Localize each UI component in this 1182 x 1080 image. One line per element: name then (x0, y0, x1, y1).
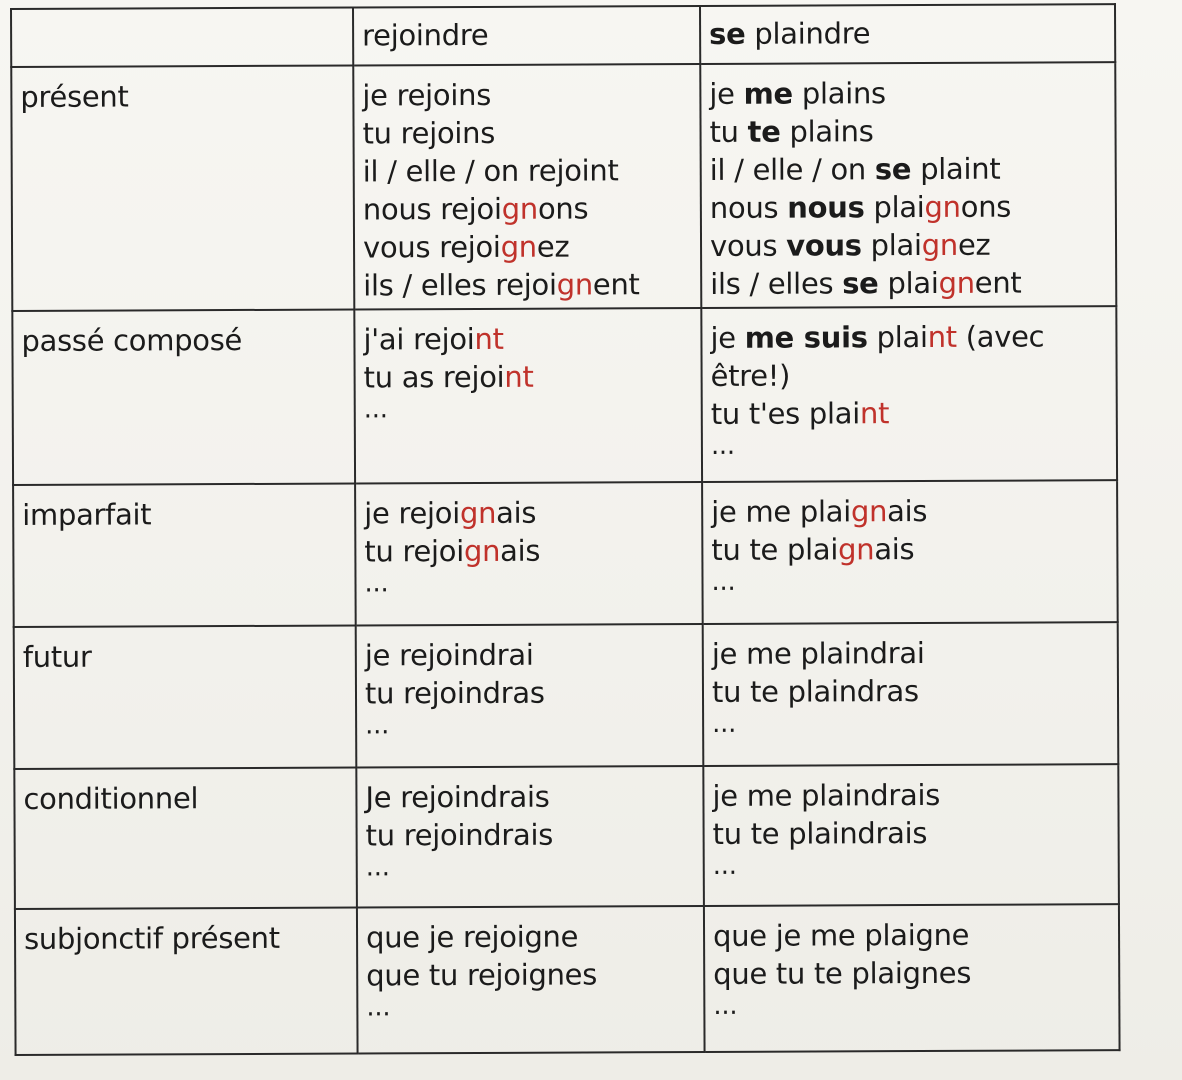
present-pla-il: il / elle / on se plaint (709, 151, 1001, 187)
tense-label-imparfait: imparfait (13, 483, 356, 626)
cond-rej-tu: tu rejoindrais (365, 817, 554, 853)
header-empty-cell (11, 8, 353, 67)
sub-rej-ellipsis: ... (366, 992, 391, 1023)
fut-pla-ellipsis: ... (712, 708, 737, 739)
sub-rej-tu: que tu rejoignes (366, 957, 598, 993)
fut-pla-tu: tu te plaindras (711, 674, 919, 709)
imp-rejoindre-cell (355, 482, 703, 626)
pc-rej-ellipsis: ... (363, 394, 388, 425)
present-pla-je: je me plains (709, 76, 886, 111)
cond-pla-je: je me plaindrais (712, 777, 941, 813)
present-rej-je: je rejoins (362, 77, 492, 113)
fut-pla-je: je me plaindrai (711, 636, 925, 671)
imp-pla-tu: tu te plaignais (711, 532, 915, 567)
conjugation-table (10, 3, 1121, 1056)
sub-rejoindre-cell (357, 906, 705, 1054)
tense-label-subjonctif: subjonctif présent (15, 907, 358, 1054)
sub-pla-ellipsis: ... (713, 990, 738, 1021)
fut-rej-je: je rejoindrai (364, 637, 534, 673)
present-pla-nous: nous nous plaignons (709, 189, 1012, 225)
present-plaindre-cell (700, 62, 1116, 308)
present-rej-vous: vous rejoignez (362, 229, 570, 265)
sub-rej-je: que je rejoigne (365, 919, 579, 955)
sub-pla-tu: que tu te plaignes (713, 955, 972, 991)
tense-label-futur: futur (14, 625, 357, 768)
tense-label-present: présent (11, 66, 354, 311)
fut-rej-ellipsis: ... (365, 710, 390, 741)
cond-pla-ellipsis: ... (712, 850, 737, 881)
present-pla-vous: vous vous plaignez (709, 227, 991, 263)
imp-pla-ellipsis: ... (711, 566, 736, 597)
imp-plaindre-cell (702, 480, 1118, 624)
present-rej-tu: tu rejoins (362, 115, 496, 151)
pc-plaindre-cell (701, 306, 1117, 482)
present-rej-il: il / elle / on rejoint (362, 153, 619, 189)
header-rejoindre: rejoindre (353, 6, 700, 66)
fut-rejoindre-cell (356, 624, 704, 768)
sub-plaindre-cell (704, 904, 1120, 1052)
pc-pla-ellipsis: ... (710, 430, 735, 461)
fut-rej-tu: tu rejoindras (364, 675, 545, 711)
present-pla-tu: tu te plains (709, 114, 874, 149)
present-rejoindre-cell (353, 64, 701, 310)
cond-plaindre-cell (703, 764, 1119, 906)
imp-rej-ellipsis: ... (364, 568, 389, 599)
pc-rej-tu: tu as rejoint (363, 359, 534, 395)
row-futur (14, 622, 1119, 769)
tense-label-passe-compose: passé composé (12, 310, 355, 485)
imp-rej-je: je rejoignais (364, 495, 537, 531)
table-header-row (11, 4, 1115, 67)
cond-pla-tu: tu te plaindrais (712, 816, 928, 851)
tense-label-conditionnel: conditionnel (14, 767, 357, 908)
pc-pla-etre-note: être!) (710, 358, 791, 393)
imp-rej-tu: tu rejoignais (364, 533, 541, 569)
header-se-plaindre: se plaindre (700, 4, 1115, 64)
row-subjonctif (15, 904, 1120, 1055)
present-rej-nous: nous rejoignons (362, 191, 589, 227)
cond-rej-je: Je rejoindrais (365, 779, 550, 815)
cond-rej-ellipsis: ... (365, 852, 390, 883)
pc-rejoindre-cell (354, 308, 702, 484)
imp-pla-je: je me plaignais (711, 494, 928, 529)
row-passe-compose (12, 306, 1117, 485)
row-imparfait (13, 480, 1118, 627)
pc-pla-tu: tu t'es plaint (710, 396, 890, 431)
fut-plaindre-cell (703, 622, 1119, 766)
sub-pla-je: que je me plaigne (712, 917, 970, 953)
row-present (11, 62, 1116, 311)
row-conditionnel (14, 764, 1119, 909)
pc-rej-je: j'ai rejoint (363, 321, 504, 357)
pc-pla-je: je me suis plaint (avec (710, 319, 1045, 355)
present-pla-ils: ils / elles se plaignent (710, 265, 1022, 301)
cond-rejoindre-cell (356, 766, 704, 908)
present-rej-ils: ils / elles rejoignent (363, 267, 640, 303)
